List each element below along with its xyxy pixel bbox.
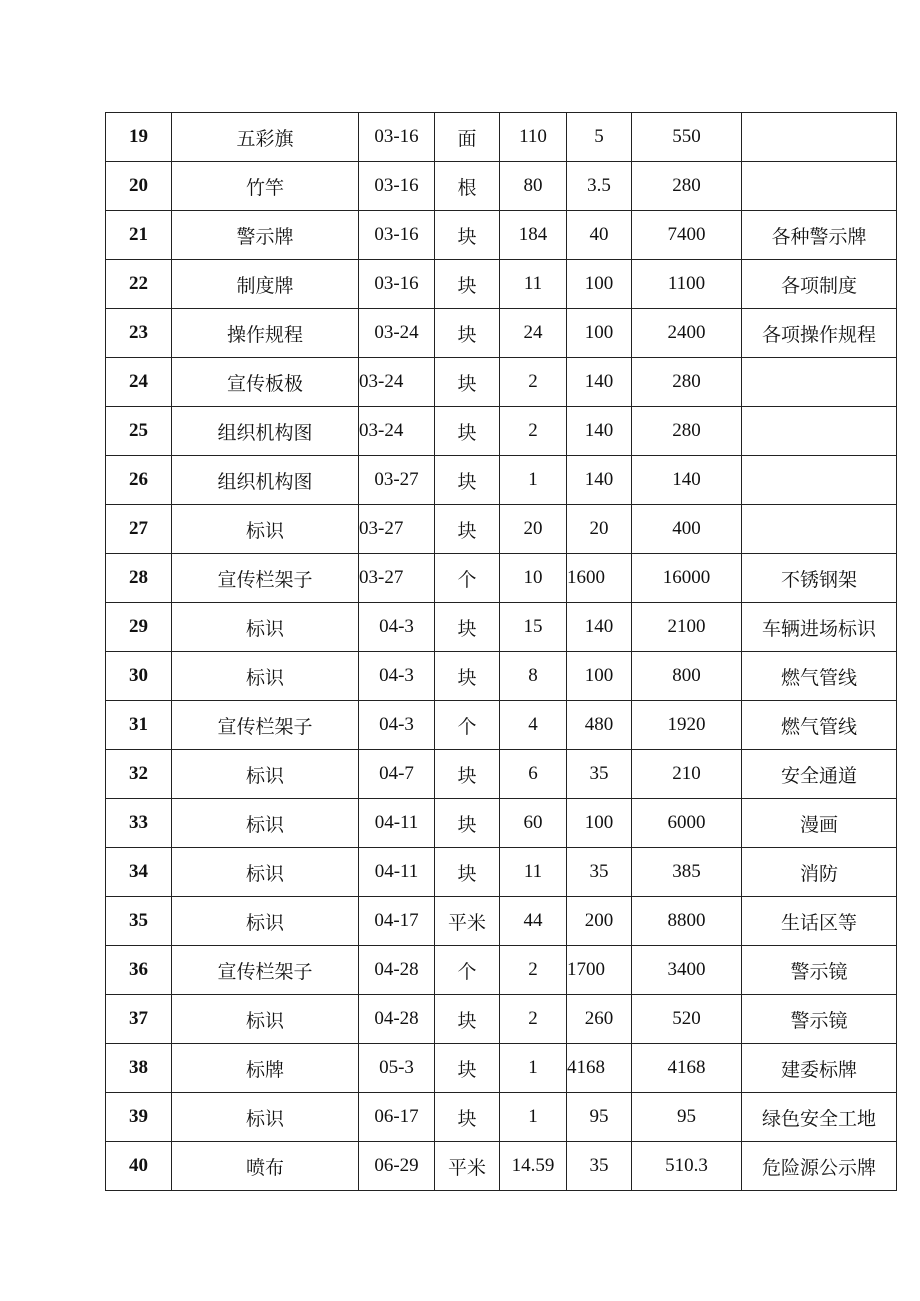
cell-amount: 510.3 [632, 1142, 742, 1191]
cell-amount: 400 [632, 505, 742, 554]
cell-unit: 个 [435, 946, 500, 995]
cell-date: 03-24 [359, 358, 435, 407]
cell-note: 各项操作规程 [742, 309, 897, 358]
cell-price: 140 [567, 407, 632, 456]
cell-unit: 平米 [435, 1142, 500, 1191]
cell-no: 31 [106, 701, 172, 750]
cell-name: 宣传板极 [172, 358, 359, 407]
cell-qty: 20 [500, 505, 567, 554]
cell-amount: 280 [632, 162, 742, 211]
cell-date: 03-27 [359, 505, 435, 554]
cell-no: 28 [106, 554, 172, 603]
cell-name: 制度牌 [172, 260, 359, 309]
cell-note: 生话区等 [742, 897, 897, 946]
cell-name: 五彩旗 [172, 113, 359, 162]
cell-qty: 2 [500, 358, 567, 407]
cell-date: 04-17 [359, 897, 435, 946]
cell-price: 100 [567, 799, 632, 848]
cell-amount: 16000 [632, 554, 742, 603]
cell-no: 35 [106, 897, 172, 946]
cell-qty: 11 [500, 848, 567, 897]
cell-amount: 280 [632, 358, 742, 407]
cell-no: 36 [106, 946, 172, 995]
cell-name: 宣传栏架子 [172, 554, 359, 603]
cell-amount: 7400 [632, 211, 742, 260]
cell-amount: 4168 [632, 1044, 742, 1093]
cell-price: 40 [567, 211, 632, 260]
cell-no: 24 [106, 358, 172, 407]
cell-amount: 140 [632, 456, 742, 505]
cell-no: 19 [106, 113, 172, 162]
cell-qty: 60 [500, 799, 567, 848]
cell-unit: 个 [435, 554, 500, 603]
cell-no: 32 [106, 750, 172, 799]
cell-date: 06-29 [359, 1142, 435, 1191]
cell-amount: 800 [632, 652, 742, 701]
cell-name: 标识 [172, 750, 359, 799]
cell-amount: 6000 [632, 799, 742, 848]
cell-unit: 个 [435, 701, 500, 750]
cell-price: 1700 [567, 946, 632, 995]
cell-price: 4168 [567, 1044, 632, 1093]
cell-qty: 2 [500, 995, 567, 1044]
table-row [106, 701, 897, 750]
cell-qty: 14.59 [500, 1142, 567, 1191]
cell-name: 竹竿 [172, 162, 359, 211]
cell-unit: 块 [435, 358, 500, 407]
cell-date: 03-27 [359, 456, 435, 505]
cell-qty: 4 [500, 701, 567, 750]
cell-date: 04-3 [359, 603, 435, 652]
cell-unit: 块 [435, 799, 500, 848]
cell-price: 140 [567, 358, 632, 407]
table-row [106, 554, 897, 603]
cell-note: 燃气管线 [742, 652, 897, 701]
cell-note: 漫画 [742, 799, 897, 848]
cell-name: 标识 [172, 897, 359, 946]
cell-price: 5 [567, 113, 632, 162]
cell-no: 29 [106, 603, 172, 652]
cell-date: 03-24 [359, 309, 435, 358]
cell-price: 260 [567, 995, 632, 1044]
cell-note: 不锈钢架 [742, 554, 897, 603]
cell-unit: 面 [435, 113, 500, 162]
cell-amount: 385 [632, 848, 742, 897]
cell-name: 组织机构图 [172, 407, 359, 456]
cell-date: 03-16 [359, 211, 435, 260]
cell-unit: 根 [435, 162, 500, 211]
cell-date: 04-7 [359, 750, 435, 799]
cell-date: 04-11 [359, 848, 435, 897]
table-body [106, 113, 897, 1191]
cell-unit: 块 [435, 848, 500, 897]
cell-unit: 块 [435, 260, 500, 309]
cell-qty: 184 [500, 211, 567, 260]
cell-note [742, 162, 897, 211]
cell-price: 200 [567, 897, 632, 946]
cell-note: 各种警示牌 [742, 211, 897, 260]
cell-no: 20 [106, 162, 172, 211]
cell-qty: 1 [500, 1044, 567, 1093]
cell-no: 26 [106, 456, 172, 505]
cell-qty: 24 [500, 309, 567, 358]
cell-name: 标识 [172, 799, 359, 848]
cell-no: 33 [106, 799, 172, 848]
cell-amount: 1100 [632, 260, 742, 309]
table-row [106, 162, 897, 211]
cell-price: 35 [567, 1142, 632, 1191]
table-row [106, 750, 897, 799]
cell-name: 宣传栏架子 [172, 946, 359, 995]
cell-qty: 2 [500, 407, 567, 456]
cell-price: 3.5 [567, 162, 632, 211]
cell-note [742, 358, 897, 407]
cell-note: 警示镜 [742, 995, 897, 1044]
cell-name: 标识 [172, 1093, 359, 1142]
cell-date: 04-3 [359, 652, 435, 701]
cell-date: 03-16 [359, 162, 435, 211]
cell-amount: 210 [632, 750, 742, 799]
cell-qty: 8 [500, 652, 567, 701]
cell-no: 34 [106, 848, 172, 897]
cell-date: 03-24 [359, 407, 435, 456]
cell-name: 标牌 [172, 1044, 359, 1093]
cell-amount: 520 [632, 995, 742, 1044]
materials-table [105, 112, 897, 1191]
cell-name: 标识 [172, 505, 359, 554]
cell-price: 480 [567, 701, 632, 750]
cell-name: 标识 [172, 848, 359, 897]
cell-date: 04-28 [359, 946, 435, 995]
table-row [106, 848, 897, 897]
cell-price: 140 [567, 603, 632, 652]
cell-price: 100 [567, 652, 632, 701]
table-row [106, 995, 897, 1044]
cell-note: 建委标牌 [742, 1044, 897, 1093]
cell-note: 安全通道 [742, 750, 897, 799]
cell-no: 21 [106, 211, 172, 260]
cell-note: 危险源公示牌 [742, 1142, 897, 1191]
cell-no: 37 [106, 995, 172, 1044]
table-row [106, 505, 897, 554]
cell-price: 100 [567, 309, 632, 358]
cell-no: 38 [106, 1044, 172, 1093]
table-row [106, 603, 897, 652]
cell-unit: 平米 [435, 897, 500, 946]
cell-no: 25 [106, 407, 172, 456]
cell-note [742, 456, 897, 505]
cell-price: 35 [567, 750, 632, 799]
cell-unit: 块 [435, 652, 500, 701]
cell-no: 39 [106, 1093, 172, 1142]
cell-name: 标识 [172, 995, 359, 1044]
cell-date: 06-17 [359, 1093, 435, 1142]
cell-unit: 块 [435, 995, 500, 1044]
cell-qty: 44 [500, 897, 567, 946]
cell-price: 95 [567, 1093, 632, 1142]
cell-qty: 15 [500, 603, 567, 652]
cell-qty: 6 [500, 750, 567, 799]
table-row [106, 309, 897, 358]
cell-amount: 2100 [632, 603, 742, 652]
cell-unit: 块 [435, 309, 500, 358]
cell-no: 40 [106, 1142, 172, 1191]
cell-unit: 块 [435, 505, 500, 554]
cell-qty: 110 [500, 113, 567, 162]
cell-note: 燃气管线 [742, 701, 897, 750]
cell-qty: 10 [500, 554, 567, 603]
table-row [106, 652, 897, 701]
cell-qty: 2 [500, 946, 567, 995]
cell-unit: 块 [435, 750, 500, 799]
cell-amount: 2400 [632, 309, 742, 358]
table-row [106, 260, 897, 309]
cell-no: 27 [106, 505, 172, 554]
cell-note [742, 505, 897, 554]
table-row [106, 946, 897, 995]
table-row [106, 407, 897, 456]
cell-date: 04-28 [359, 995, 435, 1044]
cell-price: 20 [567, 505, 632, 554]
cell-price: 1600 [567, 554, 632, 603]
cell-unit: 块 [435, 603, 500, 652]
cell-price: 100 [567, 260, 632, 309]
cell-note: 消防 [742, 848, 897, 897]
table-row [106, 1093, 897, 1142]
table-row [106, 211, 897, 260]
cell-qty: 80 [500, 162, 567, 211]
cell-price: 140 [567, 456, 632, 505]
cell-qty: 11 [500, 260, 567, 309]
table-row [106, 799, 897, 848]
cell-amount: 1920 [632, 701, 742, 750]
cell-name: 宣传栏架子 [172, 701, 359, 750]
cell-note: 各项制度 [742, 260, 897, 309]
table-row [106, 113, 897, 162]
cell-unit: 块 [435, 456, 500, 505]
cell-qty: 1 [500, 1093, 567, 1142]
cell-price: 35 [567, 848, 632, 897]
cell-amount: 8800 [632, 897, 742, 946]
cell-note: 绿色安全工地 [742, 1093, 897, 1142]
cell-date: 03-16 [359, 113, 435, 162]
cell-note: 车辆进场标识 [742, 603, 897, 652]
table-row [106, 897, 897, 946]
cell-date: 03-16 [359, 260, 435, 309]
cell-unit: 块 [435, 1093, 500, 1142]
table-row [106, 1142, 897, 1191]
cell-name: 标识 [172, 652, 359, 701]
cell-qty: 1 [500, 456, 567, 505]
cell-note [742, 113, 897, 162]
cell-date: 05-3 [359, 1044, 435, 1093]
cell-name: 操作规程 [172, 309, 359, 358]
cell-date: 04-11 [359, 799, 435, 848]
cell-date: 04-3 [359, 701, 435, 750]
cell-no: 30 [106, 652, 172, 701]
cell-name: 组织机构图 [172, 456, 359, 505]
cell-unit: 块 [435, 407, 500, 456]
cell-name: 警示牌 [172, 211, 359, 260]
cell-name: 喷布 [172, 1142, 359, 1191]
cell-amount: 550 [632, 113, 742, 162]
cell-unit: 块 [435, 211, 500, 260]
cell-no: 23 [106, 309, 172, 358]
cell-unit: 块 [435, 1044, 500, 1093]
cell-date: 03-27 [359, 554, 435, 603]
cell-note [742, 407, 897, 456]
cell-no: 22 [106, 260, 172, 309]
table-row [106, 358, 897, 407]
cell-amount: 280 [632, 407, 742, 456]
cell-amount: 3400 [632, 946, 742, 995]
cell-name: 标识 [172, 603, 359, 652]
materials-table-wrapper [105, 112, 897, 1191]
table-row [106, 1044, 897, 1093]
cell-amount: 95 [632, 1093, 742, 1142]
table-row [106, 456, 897, 505]
cell-note: 警示镜 [742, 946, 897, 995]
